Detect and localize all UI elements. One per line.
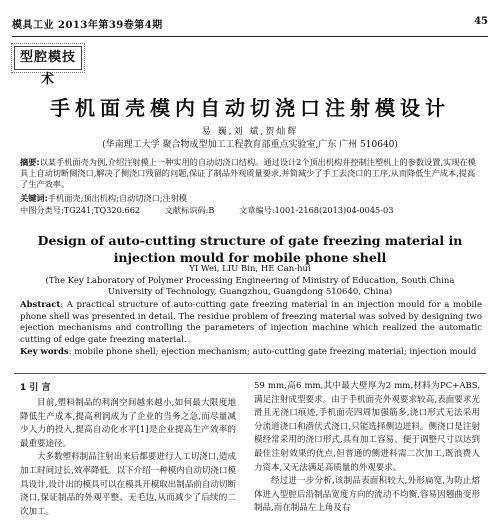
keywords-english-label: Key words [20,347,69,357]
clc-number: 中图分类号:TG241;TQ320.662 [20,205,141,215]
abstract-divider [14,373,486,374]
body-column-right [254,380,480,516]
section-badge: 型腔模技术 [14,46,82,70]
abstract-chinese [20,157,482,190]
body-paragraph: 目前,塑料制品的利润空间越来越小,如何最大限度地降低生产成本,提高利润成为了企业的当务之急,而尽量减少人力的投入,提高自动化水平[1]是企业提高生产效率的最重要途径。 [20,398,236,449]
running-header [12,12,488,34]
abstract-chinese-text: 以某手机面壳为例,介绍注射模上一种实用的自动切浇口结构。通过设计2个顶出机构并控制注塑机上的参数设置,实现在模具上自动切断侧浇口,解决了侧浇口残留的问题,保证了制品外观质量要求,并简减少了手工去浇口的工序,从而降低生产成本,提高了生产效率。 [20,157,476,189]
abstract-english-text: : A practical structure of auto-cutting gate freezing material in an injection mould for a mobile phone shell was presented in detail. The residue problem of freezing material was solved by designing two ejection mechanisms and controlling the parameters of injection machine which realized the automatic cutting of edge gate freezing material. [20,300,482,345]
abstract-chinese-label: 摘要: [20,157,40,167]
body-paragraph: 经过进一步分析,该制品表面积较大,外形扁宽,为防止熔体进入型腔后沿制品宽度方向的流动不均衡,容易因翘曲变形制品,而在制品左上角及右 [254,476,480,514]
keywords-chinese-text: 手机面壳;顶出机构;自动切浇口;注射模 [47,193,188,203]
abstract-english [20,300,482,346]
authors-chinese: 易 巍,刘 斌,贺灿辉 [201,127,299,137]
keywords-chinese-label: 关键词: [20,193,48,203]
body-paragraph: 大多数塑料制品注射出来后都要进行人工切浇口,造成加工时间过长,效率降低。以下介绍一种模内自动切浇口模具设计,设计出的模具可以在模具开模取出制品前自动切断浇口,保证制品的外观平整、无毛边,从而减少了后续的二次加工。 [20,452,236,517]
document-code: 文献标识码:B [164,205,215,215]
page-number: 45 [474,16,488,27]
title-chinese: 手机面壳模内自动切浇口注射模设计 [50,96,450,120]
section-heading-intro: 1 引 言 [20,383,51,393]
abstract-english-label: Abstract [20,300,61,310]
journal-info: 模具工业 2013年第39卷第4期 [12,20,163,31]
keywords-english [20,347,482,359]
affiliation-chinese: (华南理工大学 聚合物成型加工工程教育部重点实验室,广东 广州 510640) [102,140,398,150]
keywords-english-text: : mobile phone shell; ejection mechanism; auto-cutting gate freezing material; injection mould [68,347,477,357]
body-paragraph: 59 mm,高6 mm,其中最大壁厚为2 mm,材料为PC+ABS,满足注射成型要求。由于手机面壳外观要求较高,表面要求光滑且无浇口痕迹,手机面壳四周加强筋多,浇口形式无法采用分流道浇口和潜伏式浇口,只能选择侧边进料。侧浇口是注射模经常采用的浇口形式,具有加工容易、便于调整尺寸以达到最佳注射效果的优点,但普通的侧进料需二次加工,既浪费人力资本,又无法满足高质量的外观要求。 [254,381,480,473]
title-english: Design of auto-cutting structure of gate freezing material in injection mould for mobile phone shell [37,233,463,265]
body-column-left [20,380,236,519]
header-divider [12,36,488,37]
keywords-chinese [20,193,482,204]
classification-line [20,205,482,216]
authors-english: YI Wei, LIU Bin, HE Can-hui [189,264,311,274]
affiliation-english: (The Key Laboratory of Polymer Processing Engineering of Ministry of Education, South China University of Technology, Guangzhou, Guangdong 510640, China) [45,276,455,297]
article-id: 文章编号:1001-2168(2013)04-0045-03 [239,205,394,215]
